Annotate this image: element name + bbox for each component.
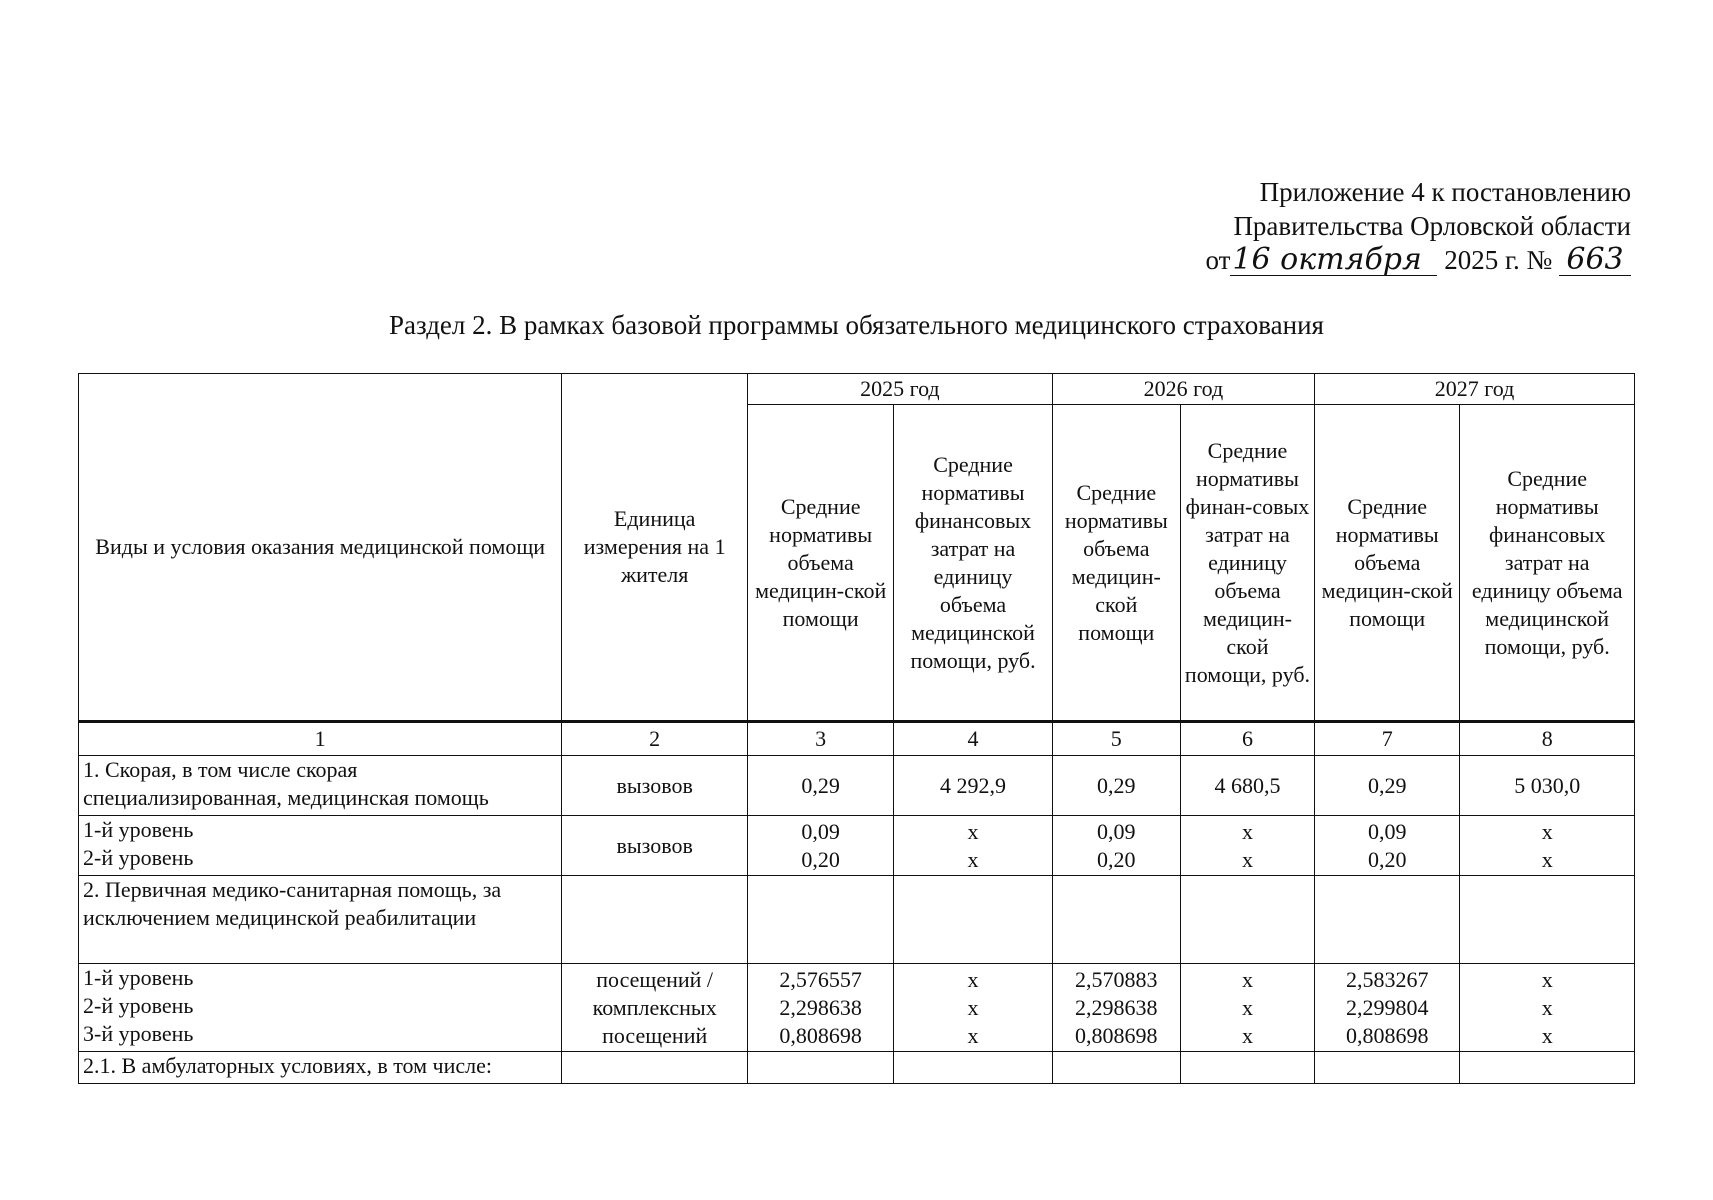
- empty-cell: [748, 1052, 894, 1084]
- row-unit: вызовов: [562, 816, 748, 876]
- appendix-line-2: Правительства Орловской области: [1233, 211, 1631, 241]
- cell-value: 0,20: [1367, 846, 1407, 872]
- cell-value: 4 680,5: [1180, 756, 1314, 816]
- header-col-2: Единица измерения на 1 жителя: [562, 374, 748, 722]
- header-col-4: Средние нормативы финансовых затрат на единицу объема медицинской помощи, руб.: [894, 405, 1052, 722]
- cell-values-col-4: [894, 816, 1052, 876]
- empty-cell: [1460, 876, 1635, 964]
- empty-cell: [1315, 876, 1460, 964]
- header-col-1: Виды и условия оказания медицинской помощи: [79, 374, 562, 722]
- year-text: 2025 г. №: [1444, 245, 1553, 275]
- cell-value: 2,576557: [779, 966, 862, 992]
- cell-values-col-8: [1460, 964, 1635, 1052]
- norms-table: [78, 373, 1635, 1084]
- level-label: 1-й уровень: [83, 817, 194, 842]
- table-row-ambulance-levels: [79, 816, 1635, 876]
- header-col-5: Средние нормативы объема медицин-ской помощи: [1052, 405, 1180, 722]
- row-unit: вызовов: [562, 756, 748, 816]
- row-levels: [79, 964, 562, 1052]
- empty-cell: [562, 1052, 748, 1084]
- cell-value: 0,20: [801, 846, 840, 872]
- column-number: 7: [1315, 722, 1460, 756]
- cell-value: 0,29: [748, 756, 894, 816]
- empty-cell: [1460, 1052, 1635, 1084]
- handwritten-date: 16 октября: [1230, 245, 1437, 276]
- header-row-years: [79, 374, 1635, 405]
- header-col-8: Средние нормативы финансовых затрат на единицу объема медицинской помощи, руб.: [1460, 405, 1635, 722]
- cell-values-col-4: [894, 964, 1052, 1052]
- cell-value: х: [1541, 994, 1553, 1020]
- cell-value: х: [967, 994, 979, 1020]
- header-col-3: Средние нормативы объема медицин-ской помощи: [748, 405, 894, 722]
- table-row-primary-care-levels: [79, 964, 1635, 1052]
- cell-value: х: [967, 818, 979, 844]
- column-number: 4: [894, 722, 1052, 756]
- cell-value: х: [1241, 994, 1253, 1020]
- row-unit: посещений / комплексных посещений: [562, 964, 748, 1052]
- cell-values-col-3: [748, 816, 894, 876]
- row-name: 2. Первичная медико-санитарная помощь, за исключением медицинской реабилитации: [79, 876, 562, 964]
- empty-cell: [1315, 1052, 1460, 1084]
- cell-value: 0,29: [1052, 756, 1180, 816]
- cell-value: х: [967, 1022, 979, 1048]
- column-number: 2: [562, 722, 748, 756]
- table-row-ambulatory: [79, 1052, 1635, 1084]
- column-number-row: [79, 722, 1635, 756]
- level-label: 2-й уровень: [83, 845, 194, 870]
- cell-value: х: [1241, 966, 1253, 992]
- column-number: 3: [748, 722, 894, 756]
- level-label: 2-й уровень: [83, 993, 194, 1018]
- empty-cell: [894, 876, 1052, 964]
- cell-value: х: [967, 846, 979, 872]
- cell-value: х: [1241, 818, 1253, 844]
- empty-cell: [748, 876, 894, 964]
- cell-values-col-6: [1180, 964, 1314, 1052]
- cell-value: 2,298638: [1075, 994, 1158, 1020]
- cell-value: 0,29: [1315, 756, 1460, 816]
- empty-cell: [1052, 1052, 1180, 1084]
- cell-value: х: [1241, 846, 1253, 872]
- empty-cell: [1180, 876, 1314, 964]
- cell-value: х: [1241, 1022, 1253, 1048]
- cell-values-col-7: [1315, 964, 1460, 1052]
- header-col-7: Средние нормативы объема медицин-ской помощи: [1315, 405, 1460, 722]
- level-label: 1-й уровень: [83, 965, 194, 990]
- cell-value: 0,20: [1097, 846, 1136, 872]
- cell-value: 0,808698: [1075, 1022, 1158, 1048]
- cell-values-col-8: [1460, 816, 1635, 876]
- table-row-primary-care: [79, 876, 1635, 964]
- empty-cell: [1180, 1052, 1314, 1084]
- cell-value: 0,808698: [779, 1022, 862, 1048]
- header-year-2027: 2027 год: [1315, 374, 1635, 405]
- cell-value: 2,299804: [1345, 994, 1429, 1020]
- cell-value: 2,570883: [1075, 966, 1158, 992]
- appendix-line-1: Приложение 4 к постановлению: [1259, 177, 1631, 207]
- cell-value: 2,583267: [1345, 966, 1429, 992]
- section-title: Раздел 2. В рамках базовой программы обязательного медицинского страхования: [389, 310, 1324, 340]
- handwritten-number: 663: [1559, 245, 1631, 276]
- from-prefix: от: [1205, 245, 1231, 275]
- cell-value: х: [1541, 818, 1553, 844]
- column-number: 1: [79, 722, 562, 756]
- cell-value: 0,09: [1097, 818, 1136, 844]
- cell-value: х: [967, 966, 979, 992]
- header-year-2026: 2026 год: [1052, 374, 1314, 405]
- header-col-6: Средние нормативы финан-совых затрат на единицу объема медицин-ской помощи, руб.: [1180, 405, 1314, 722]
- cell-value: х: [1541, 1022, 1553, 1048]
- cell-values-col-3: [748, 964, 894, 1052]
- cell-value: 0,808698: [1345, 1022, 1429, 1048]
- row-levels: [79, 816, 562, 876]
- column-number: 8: [1460, 722, 1635, 756]
- row-name: 2.1. В амбулаторных условиях, в том числе:: [79, 1052, 562, 1084]
- cell-value: х: [1541, 846, 1553, 872]
- cell-values-col-6: [1180, 816, 1314, 876]
- cell-values-col-7: [1315, 816, 1460, 876]
- cell-value: 0,09: [1367, 818, 1407, 844]
- column-number: 6: [1180, 722, 1314, 756]
- cell-value: 2,298638: [779, 994, 862, 1020]
- empty-cell: [1052, 876, 1180, 964]
- table-row-ambulance: [79, 756, 1635, 816]
- cell-value: 0,09: [801, 818, 840, 844]
- header-year-2025: 2025 год: [748, 374, 1053, 405]
- cell-values-col-5: [1052, 816, 1180, 876]
- empty-cell: [894, 1052, 1052, 1084]
- appendix-header: [1206, 175, 1632, 277]
- row-name: 1. Скорая, в том числе скорая специализированная, медицинская помощь: [79, 756, 562, 816]
- appendix-line-3: [1206, 243, 1632, 277]
- empty-cell: [562, 876, 748, 964]
- cell-value: 5 030,0: [1460, 756, 1635, 816]
- cell-value: 4 292,9: [894, 756, 1052, 816]
- level-label: 3-й уровень: [83, 1021, 194, 1046]
- cell-value: х: [1541, 966, 1553, 992]
- column-number: 5: [1052, 722, 1180, 756]
- cell-values-col-5: [1052, 964, 1180, 1052]
